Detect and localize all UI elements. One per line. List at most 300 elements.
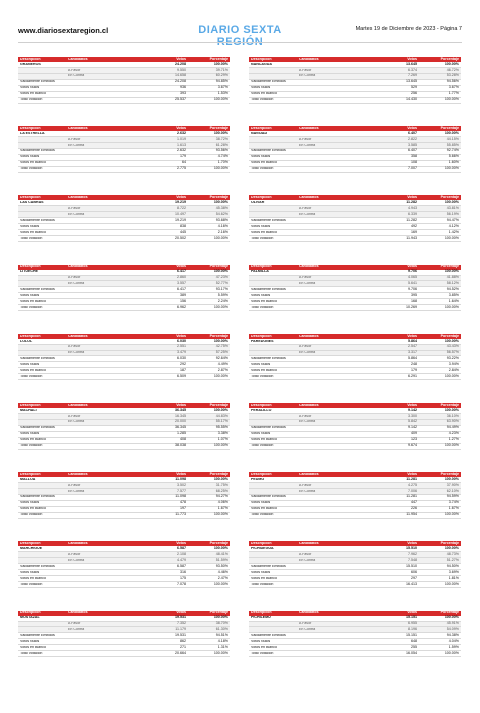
favor-label: A Favor (68, 345, 81, 349)
contra-votes: 6.339 (408, 211, 417, 216)
total-label: Total Votación (20, 651, 43, 655)
favor-votes: 7.962 (408, 551, 417, 556)
comuna-votes: 11.282 (406, 200, 417, 205)
blanco-votes: 445 (180, 229, 186, 234)
blanco-votes: 156 (180, 298, 186, 303)
comuna-votes: 11.098 (175, 476, 186, 481)
favor-votes: 16.345 (175, 413, 186, 418)
total-pct: 100.00% (213, 512, 228, 517)
nulos-label: Votos Nulos (20, 155, 40, 159)
nulos-pct: 3.69% (448, 569, 459, 574)
validos-pct: 94.56% (446, 79, 459, 84)
total-votes: 10.269 (406, 304, 417, 309)
col-descripcion: Descripción (251, 334, 272, 338)
comuna-pct: 100.00% (213, 200, 228, 205)
validos-votes: 6.030 (177, 356, 186, 361)
nulos-pct: 4.46% (217, 569, 228, 574)
validos-pct: 94.27% (215, 494, 228, 499)
total-votes: 7.078 (177, 581, 186, 586)
favor-pct: 48.73% (446, 551, 459, 556)
contra-pct: 58.12% (446, 280, 459, 285)
contra-votes: 3.479 (177, 350, 186, 355)
blanco-label: Votos en Blanco (20, 507, 46, 511)
validos-votes: 13.645 (406, 79, 417, 84)
comuna-votes: 13.645 (406, 61, 417, 66)
comuna-name: OLIVAR (251, 201, 265, 205)
validos-label: Válidamente Emitidos (20, 633, 55, 637)
col-descripcion: Descripción (251, 196, 272, 200)
favor-pct: 39.71% (215, 67, 228, 72)
validos-label: Válidamente Emitidos (20, 80, 55, 84)
result-table (249, 57, 461, 104)
total-label: Total Votación (251, 167, 274, 171)
comuna-votes: 5.864 (408, 338, 417, 343)
total-pct: 100.00% (444, 235, 459, 240)
contra-label: En Contra (68, 420, 85, 424)
comuna-votes: 9.706 (408, 269, 417, 274)
total-pct: 100.00% (444, 443, 459, 448)
favor-pct: 38.70% (215, 621, 228, 626)
header-divider (18, 42, 462, 43)
blanco-pct: 1.67% (448, 506, 459, 511)
contra-pct: 63.90% (446, 419, 459, 424)
col-candidatos: Candidatos (299, 403, 319, 407)
comuna-votes: 15.151 (406, 615, 417, 620)
blanco-pct: 1.77% (448, 91, 459, 96)
comuna-pct: 100.00% (213, 130, 228, 135)
validos-pct: 93.56% (215, 148, 228, 153)
comuna-pct: 100.00% (444, 130, 459, 135)
blanco-label: Votos en Blanco (251, 230, 277, 234)
table-header (249, 541, 461, 546)
nulos-label: Votos Nulos (251, 432, 271, 436)
contra-votes: 10.497 (175, 211, 186, 216)
total-row (18, 374, 230, 380)
validos-label: Válidamente Emitidos (251, 357, 286, 361)
comuna-pct: 100.00% (213, 546, 228, 551)
comuna-pct: 100.00% (444, 546, 459, 551)
validos-votes: 5.864 (408, 356, 417, 361)
nulos-pct: 3.67% (217, 85, 228, 90)
nulos-votes: 316 (180, 569, 186, 574)
col-descripcion: Descripción (20, 542, 41, 546)
blanco-votes: 256 (411, 91, 417, 96)
col-descripcion: Descripción (251, 403, 272, 407)
comuna-name: MALLOA (20, 477, 36, 481)
total-label: Total Votación (251, 305, 274, 309)
total-row (18, 305, 230, 311)
col-porcentaje: Porcentaje (209, 333, 228, 338)
total-votes: 6.509 (177, 374, 186, 379)
total-row (249, 236, 461, 242)
contra-votes: 14.658 (175, 73, 186, 78)
col-porcentaje: Porcentaje (209, 471, 228, 476)
col-descripcion: Descripción (20, 334, 41, 338)
contra-pct: 55.85% (446, 142, 459, 147)
contra-pct: 51.59% (215, 557, 228, 562)
nulos-label: Votos Nulos (251, 570, 271, 574)
total-label: Total Votación (251, 513, 274, 517)
blanco-votes: 393 (180, 91, 186, 96)
table-header (18, 57, 230, 62)
favor-votes: 2.551 (177, 344, 186, 349)
favor-votes: 3.300 (408, 413, 417, 418)
nulos-label: Votos Nulos (20, 501, 40, 505)
contra-pct: 56.57% (446, 350, 459, 355)
blanco-votes: 168 (411, 298, 417, 303)
total-row (249, 167, 461, 173)
comuna-votes: 24.208 (175, 61, 186, 66)
favor-pct: 31.75% (215, 482, 228, 487)
table-header (18, 195, 230, 200)
table-header (18, 334, 230, 339)
validos-votes: 11.098 (175, 494, 186, 499)
nulos-votes: 492 (411, 223, 417, 228)
blanco-votes: 271 (180, 644, 186, 649)
col-descripcion: Descripción (251, 611, 272, 615)
total-pct: 100.00% (213, 374, 228, 379)
total-row (18, 513, 230, 519)
comuna-votes: 19.219 (175, 200, 186, 205)
blanco-label: Votos en Blanco (251, 576, 277, 580)
nulos-label: Votos Nulos (251, 639, 271, 643)
blanco-pct: 1.42% (448, 229, 459, 234)
nulos-label: Votos Nulos (251, 501, 271, 505)
nulos-votes: 179 (180, 154, 186, 159)
nulos-votes: 936 (180, 85, 186, 90)
favor-label: A Favor (68, 622, 81, 626)
total-label: Total Votación (20, 236, 43, 240)
nulos-votes: 862 (180, 638, 186, 643)
total-votes: 16.054 (406, 650, 417, 655)
blanco-votes: 187 (180, 368, 186, 373)
blanco-label: Votos en Blanco (20, 576, 46, 580)
col-descripcion: Descripción (251, 265, 272, 269)
total-row (18, 582, 230, 588)
table-header (18, 265, 230, 270)
result-table (18, 472, 230, 519)
total-label: Total Votación (20, 305, 43, 309)
validos-label: Válidamente Emitidos (20, 287, 55, 291)
col-porcentaje: Porcentaje (440, 471, 459, 476)
validos-label: Válidamente Emitidos (20, 149, 55, 153)
total-row (18, 651, 230, 657)
nulos-label: Votos Nulos (251, 293, 271, 297)
comuna-name: NANCAGUA (251, 62, 272, 66)
result-table (18, 334, 230, 381)
total-label: Total Votación (20, 582, 43, 586)
blanco-votes: 175 (180, 575, 186, 580)
nulos-votes: 648 (411, 638, 417, 643)
contra-pct: 57.25% (215, 350, 228, 355)
favor-label: A Favor (299, 552, 312, 556)
page-header (18, 24, 462, 48)
favor-label: A Favor (68, 483, 81, 487)
favor-label: A Favor (68, 414, 81, 418)
col-candidatos: Candidatos (299, 472, 319, 476)
nulos-pct: 4.04% (448, 638, 459, 643)
result-table (18, 57, 230, 104)
comuna-name: MACHALÍ (20, 408, 37, 412)
col-candidatos: Candidatos (68, 403, 88, 407)
validos-pct: 94.38% (446, 632, 459, 637)
validos-label: Válidamente Emitidos (20, 564, 55, 568)
comuna-name: PERALILLO (251, 408, 272, 412)
favor-label: A Favor (68, 68, 81, 72)
contra-label: En Contra (68, 558, 85, 562)
contra-pct: 62.10% (446, 488, 459, 493)
total-votes: 2.775 (177, 166, 186, 171)
col-candidatos: Candidatos (299, 196, 319, 200)
total-row (18, 98, 230, 104)
contra-label: En Contra (299, 74, 316, 78)
result-table (18, 611, 230, 658)
total-pct: 100.00% (213, 650, 228, 655)
validos-votes: 19.531 (175, 632, 186, 637)
comuna-pct: 100.00% (444, 407, 459, 412)
blanco-label: Votos en Blanco (251, 645, 277, 649)
validos-votes: 6.407 (408, 148, 417, 153)
nulos-pct: 4.18% (217, 638, 228, 643)
col-candidatos: Candidatos (68, 57, 88, 61)
nulos-label: Votos Nulos (251, 224, 271, 228)
contra-pct: 56.19% (446, 211, 459, 216)
validos-pct: 94.85% (215, 79, 228, 84)
nulos-votes: 395 (411, 292, 417, 297)
validos-votes: 11.282 (406, 217, 417, 222)
blanco-label: Votos en Blanco (20, 438, 46, 442)
favor-votes: 6.374 (408, 67, 417, 72)
comuna-name: LA ESTRELLA (20, 131, 45, 135)
favor-votes: 4.275 (408, 482, 417, 487)
result-table (18, 195, 230, 242)
col-votos: Votos (407, 125, 417, 130)
contra-votes: 11.179 (175, 626, 186, 631)
blanco-label: Votos en Blanco (20, 161, 46, 165)
comuna-pct: 100.00% (213, 338, 228, 343)
blanco-pct: 1.53% (217, 91, 228, 96)
col-votos: Votos (407, 471, 417, 476)
blanco-pct: 1.27% (448, 437, 459, 442)
comuna-votes: 11.281 (406, 476, 417, 481)
blanco-label: Votos en Blanco (20, 299, 46, 303)
comuna-name: LAS CABRAS (20, 201, 44, 205)
blanco-votes: 255 (411, 644, 417, 649)
blanco-pct: 2.87% (217, 368, 228, 373)
total-row (249, 305, 461, 311)
col-votos: Votos (176, 471, 186, 476)
col-candidatos: Candidatos (299, 542, 319, 546)
blanco-votes: 197 (180, 506, 186, 511)
favor-votes: 2.108 (177, 551, 186, 556)
nulos-pct: 3.74% (448, 500, 459, 505)
total-row (18, 444, 230, 450)
favor-pct: 45.38% (215, 205, 228, 210)
col-votos: Votos (176, 264, 186, 269)
validos-pct: 93.17% (215, 286, 228, 291)
favor-pct: 43.81% (446, 205, 459, 210)
blanco-pct: 2.47% (217, 575, 228, 580)
total-label: Total Votación (251, 375, 274, 379)
validos-label: Válidamente Emitidos (20, 426, 55, 430)
total-label: Total Votación (20, 98, 43, 102)
nulos-label: Votos Nulos (20, 363, 40, 367)
contra-votes: 7.577 (177, 488, 186, 493)
col-porcentaje: Porcentaje (209, 56, 228, 61)
contra-label: En Contra (68, 74, 85, 78)
col-votos: Votos (407, 264, 417, 269)
comuna-votes: 6.407 (408, 130, 417, 135)
nulos-votes: 478 (180, 500, 186, 505)
col-votos: Votos (176, 333, 186, 338)
table-header (18, 541, 230, 546)
col-descripcion: Descripción (20, 196, 41, 200)
total-votes: 11.943 (406, 235, 417, 240)
total-votes: 14.430 (406, 97, 417, 102)
nulos-pct: 4.74% (217, 154, 228, 159)
blanco-label: Votos en Blanco (251, 438, 277, 442)
comuna-name: MARCHIGÜE (20, 547, 43, 551)
col-descripcion: Descripción (251, 126, 272, 130)
favor-pct: 44.83% (215, 413, 228, 418)
comuna-votes: 6.587 (177, 546, 186, 551)
favor-label: A Favor (68, 137, 81, 141)
blanco-votes: 108 (411, 160, 417, 165)
col-porcentaje: Porcentaje (209, 610, 228, 615)
contra-label: En Contra (299, 489, 316, 493)
contra-label: En Contra (68, 489, 85, 493)
blanco-votes: 64 (182, 160, 186, 165)
favor-votes: 4.943 (408, 205, 417, 210)
site-url[interactable]: www.diariosextaregion.cl (18, 26, 109, 35)
blanco-pct: 1.07% (217, 437, 228, 442)
table-header (18, 472, 230, 477)
favor-label: A Favor (68, 552, 81, 556)
col-candidatos: Candidatos (299, 334, 319, 338)
validos-label: Válidamente Emitidos (251, 426, 286, 430)
result-table (249, 472, 461, 519)
blanco-pct: 1.81% (448, 575, 459, 580)
table-header (249, 195, 461, 200)
nulos-label: Votos Nulos (20, 86, 40, 90)
col-candidatos: Candidatos (68, 196, 88, 200)
total-row (249, 444, 461, 450)
contra-votes: 7.269 (408, 73, 417, 78)
col-descripcion: Descripción (20, 611, 41, 615)
validos-pct: 92.64% (215, 356, 228, 361)
contra-votes: 5.842 (408, 419, 417, 424)
col-porcentaje: Porcentaje (209, 541, 228, 546)
validos-pct: 94.51% (215, 632, 228, 637)
validos-votes: 36.345 (175, 425, 186, 430)
total-pct: 100.00% (444, 512, 459, 517)
total-votes: 11.954 (406, 512, 417, 517)
blanco-label: Votos en Blanco (251, 299, 277, 303)
contra-votes: 3.557 (177, 280, 186, 285)
comuna-votes: 6.417 (177, 269, 186, 274)
total-votes: 20.664 (175, 650, 186, 655)
total-label: Total Votación (251, 236, 274, 240)
blanco-pct: 1.60% (448, 160, 459, 165)
comuna-votes: 36.345 (175, 407, 186, 412)
comuna-name: PALMILLA (251, 270, 269, 274)
favor-label: A Favor (299, 137, 312, 141)
total-pct: 100.00% (213, 443, 228, 448)
contra-votes: 5.641 (408, 280, 417, 285)
nulos-pct: 3.38% (217, 431, 228, 436)
nulos-pct: 4.12% (448, 223, 459, 228)
col-descripcion: Descripción (251, 57, 272, 61)
validos-votes: 19.219 (175, 217, 186, 222)
total-pct: 100.00% (213, 581, 228, 586)
nulos-votes: 389 (180, 292, 186, 297)
col-porcentaje: Porcentaje (440, 125, 459, 130)
blanco-pct: 1.67% (217, 506, 228, 511)
contra-label: En Contra (299, 351, 316, 355)
favor-pct: 37.90% (446, 482, 459, 487)
favor-label: A Favor (299, 622, 312, 626)
col-votos: Votos (176, 610, 186, 615)
col-votos: Votos (407, 195, 417, 200)
contra-votes: 8.196 (408, 626, 417, 631)
result-table (18, 126, 230, 173)
comuna-pct: 100.00% (213, 269, 228, 274)
blanco-pct: 1.64% (448, 298, 459, 303)
comuna-name: MOSTAZAL (20, 616, 40, 620)
comuna-votes: 19.531 (175, 615, 186, 620)
col-candidatos: Candidatos (299, 126, 319, 130)
nulos-pct: 5.66% (448, 154, 459, 159)
contra-pct: 52.77% (215, 280, 228, 285)
nulos-votes: 529 (411, 85, 417, 90)
contra-label: En Contra (299, 143, 316, 147)
date-page: Martes 19 de Diciembre de 2023 - Página 7 (355, 26, 462, 32)
nulos-pct: 3.67% (448, 85, 459, 90)
total-votes: 20.502 (175, 235, 186, 240)
favor-pct: 48.41% (215, 551, 228, 556)
result-table (18, 403, 230, 450)
contra-votes: 20.000 (175, 419, 186, 424)
favor-pct: 36.10% (446, 413, 459, 418)
col-candidatos: Candidatos (68, 265, 88, 269)
contra-label: En Contra (68, 212, 85, 216)
total-votes: 38.038 (175, 443, 186, 448)
total-row (249, 582, 461, 588)
total-row (249, 513, 461, 519)
col-candidatos: Candidatos (68, 472, 88, 476)
favor-label: A Favor (299, 206, 312, 210)
contra-pct: 68.25% (215, 488, 228, 493)
total-votes: 6.962 (177, 304, 186, 309)
favor-votes: 3.502 (177, 482, 186, 487)
result-table (249, 611, 461, 658)
col-votos: Votos (176, 195, 186, 200)
nulos-label: Votos Nulos (251, 363, 271, 367)
validos-label: Válidamente Emitidos (251, 564, 286, 568)
favor-pct: 44.15% (446, 136, 459, 141)
contra-votes: 1.613 (177, 142, 186, 147)
comuna-pct: 100.00% (213, 61, 228, 66)
contra-votes: 7.006 (408, 488, 417, 493)
validos-pct: 93.50% (215, 563, 228, 568)
validos-pct: 94.52% (446, 286, 459, 291)
col-candidatos: Candidatos (68, 126, 88, 130)
nulos-votes: 447 (411, 500, 417, 505)
nulos-pct: 4.23% (448, 431, 459, 436)
total-label: Total Votación (20, 444, 43, 448)
col-porcentaje: Porcentaje (440, 56, 459, 61)
favor-votes: 2.822 (408, 136, 417, 141)
